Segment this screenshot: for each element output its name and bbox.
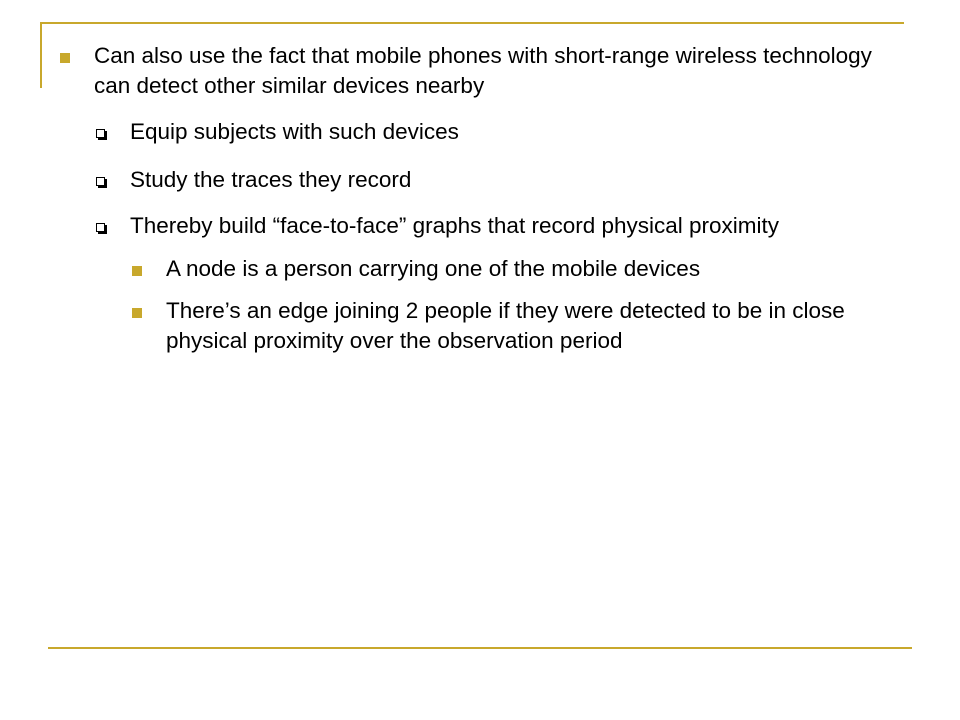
bullet-text-4: Thereby build “face-to-face” graphs that record physical proximity: [130, 213, 780, 238]
hollow-square-bullet-icon: [96, 223, 105, 232]
hollow-square-bullet-icon: [96, 129, 105, 138]
square-bullet-icon: [60, 53, 70, 63]
bottom-rule: [48, 647, 912, 649]
left-rule: [40, 22, 42, 88]
square-bullet-icon: [132, 308, 142, 318]
hollow-square-bullet-icon: [96, 177, 105, 186]
bullet-text-6: There’s an edge joining 2 people if they were detected to be in close physical proximity over the observation period: [166, 298, 845, 353]
bullet-text-5: A node is a person carrying one of the mobile devices: [166, 256, 701, 281]
bullet-text-3: Study the traces they record: [130, 167, 412, 192]
bullet-text-1: Can also use the fact that mobile phones with short-range wireless technology can detect other similar devices nearby: [94, 43, 872, 98]
bullet-text-2: Equip subjects with such devices: [130, 119, 459, 144]
square-bullet-icon: [132, 266, 142, 276]
top-rule: [40, 22, 904, 24]
